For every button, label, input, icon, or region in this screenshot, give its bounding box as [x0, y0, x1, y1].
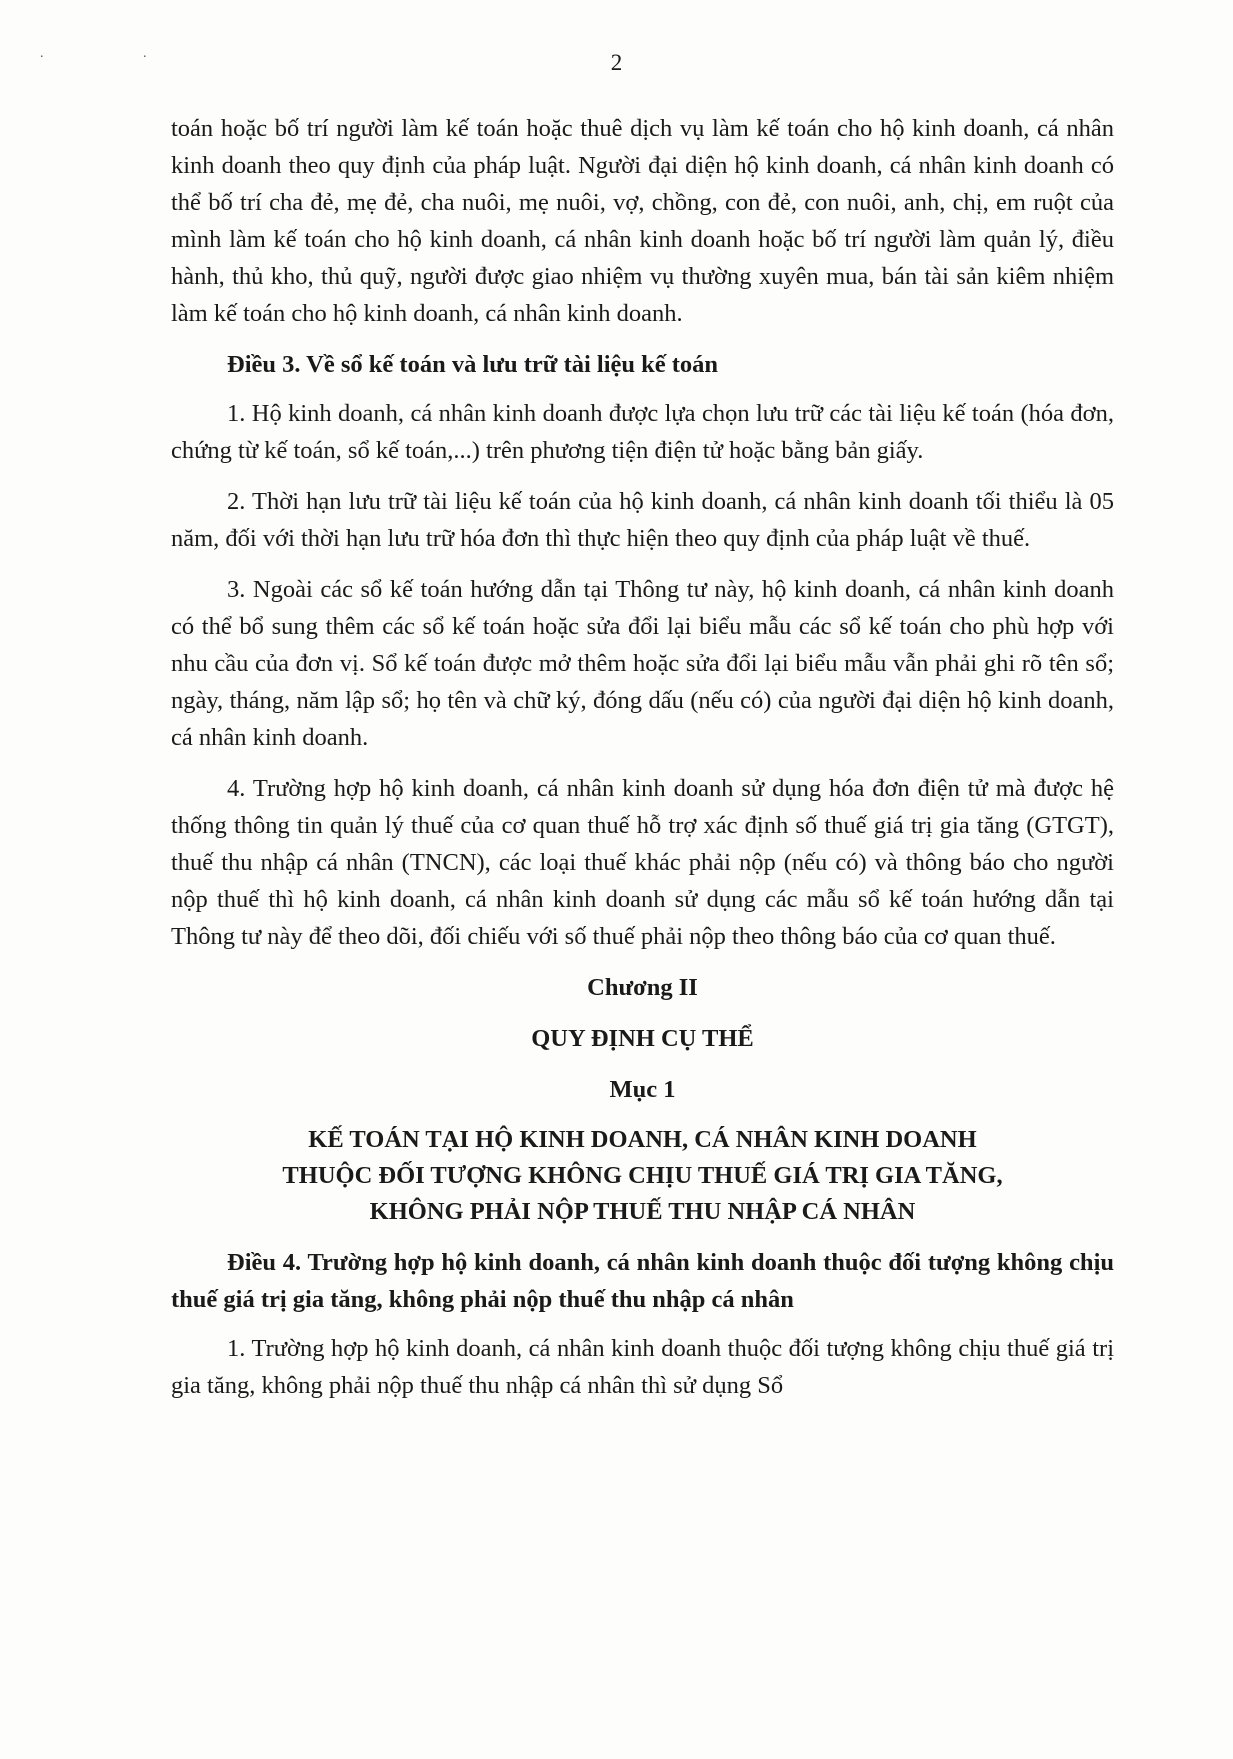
article-3-clause-4: 4. Trường hợp hộ kinh doanh, cá nhân kinh doanh sử dụng hóa đơn điện tử mà được hệ thống thông tin quản lý thuế của cơ quan thuế hỗ trợ xác định số thuế giá trị gia tăng (GTGT), thuế thu nhập cá nhân (TNCN), các loại thuế khác phải nộp (nếu có) và thông báo cho người nộp thuế thì hộ kinh doanh, cá nhân kinh doanh sử dụng các mẫu sổ kế toán hướng dẫn tại Thông tư này để theo dõi, đối chiếu với số thuế phải nộp theo thông báo của cơ quan thuế. [171, 775, 1114, 950]
page-number: 2 [610, 50, 623, 75]
document-body [171, 110, 1114, 1418]
section-title-line-1: KẾ TOÁN TẠI HỘ KINH DOANH, CÁ NHÂN KINH DOANH [308, 1126, 977, 1153]
article-4-heading: Điều 4. Trường hợp hộ kinh doanh, cá nhân kinh doanh thuộc đối tượng không chịu thuế giá trị gia tăng, không phải nộp thuế thu nhập cá nhân [171, 1249, 1114, 1313]
article-3-clause-3: 3. Ngoài các sổ kế toán hướng dẫn tại Thông tư này, hộ kinh doanh, cá nhân kinh doanh có thể bổ sung thêm các sổ kế toán hoặc sửa đổi lại biểu mẫu các sổ kế toán cho phù hợp với nhu cầu của đơn vị. Sổ kế toán được mở thêm hoặc sửa đổi lại biểu mẫu vẫn phải ghi rõ tên sổ; ngày, tháng, năm lập sổ; họ tên và chữ ký, đóng dấu (nếu có) của người đại diện hộ kinh doanh, cá nhân kinh doanh. [171, 576, 1114, 751]
article-3-clause-2: 2. Thời hạn lưu trữ tài liệu kế toán của hộ kinh doanh, cá nhân kinh doanh tối thiểu là 05 năm, đối với thời hạn lưu trữ hóa đơn thì thực hiện theo quy định của pháp luật về thuế. [171, 488, 1114, 552]
article-3-heading: Điều 3. Về sổ kế toán và lưu trữ tài liệu kế toán [227, 351, 719, 378]
section-title [171, 1122, 1114, 1230]
section-title-line-2: THUỘC ĐỐI TƯỢNG KHÔNG CHỊU THUẾ GIÁ TRỊ GIA TĂNG, [282, 1162, 1003, 1189]
section-title-line-3: KHÔNG PHẢI NỘP THUẾ THU NHẬP CÁ NHÂN [369, 1198, 916, 1225]
article-3-clause-1: 1. Hộ kinh doanh, cá nhân kinh doanh được lựa chọn lưu trữ các tài liệu kế toán (hóa đơn, chứng từ kế toán, sổ kế toán,...) trên phương tiện điện tử hoặc bằng bản giấy. [171, 400, 1114, 464]
article-4-clause-1: 1. Trường hợp hộ kinh doanh, cá nhân kinh doanh thuộc đối tượng không chịu thuế giá trị gia tăng, không phải nộp thuế thu nhập cá nhân thì sử dụng Sổ [171, 1335, 1114, 1399]
scan-marks: . . [40, 46, 195, 61]
section-label: Mục 1 [609, 1076, 676, 1103]
chapter-label: Chương II [587, 974, 698, 1001]
chapter-title: QUY ĐỊNH CỤ THỂ [531, 1025, 754, 1052]
continued-paragraph: toán hoặc bố trí người làm kế toán hoặc thuê dịch vụ làm kế toán cho hộ kinh doanh, cá nhân kinh doanh theo quy định của pháp luật. Người đại diện hộ kinh doanh, cá nhân kinh doanh có thể bố trí cha đẻ, mẹ đẻ, cha nuôi, mẹ nuôi, vợ, chồng, con đẻ, con nuôi, anh, chị, em ruột của mình làm kế toán cho hộ kinh doanh, cá nhân kinh doanh hoặc bố trí người làm quản lý, điều hành, thủ kho, thủ quỹ, người được giao nhiệm vụ thường xuyên mua, bán tài sản kiêm nhiệm làm kế toán cho hộ kinh doanh, cá nhân kinh doanh. [171, 115, 1114, 327]
